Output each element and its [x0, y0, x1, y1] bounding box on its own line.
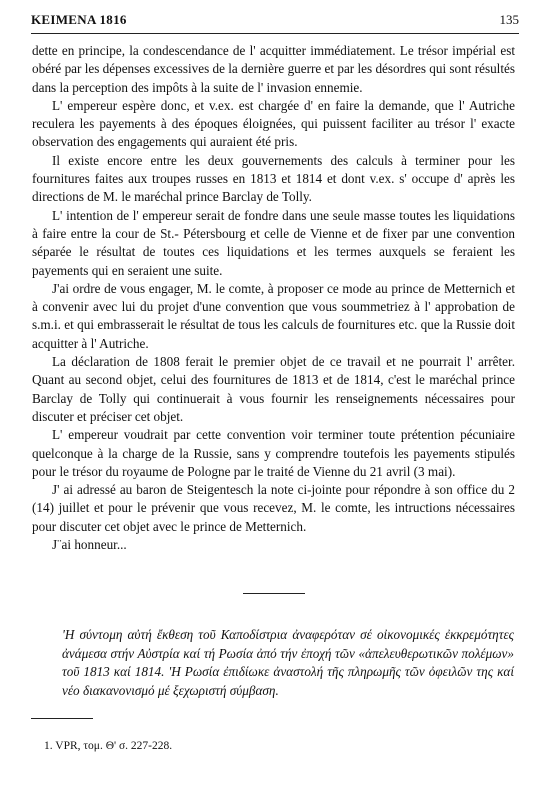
letter-body — [32, 42, 515, 554]
paragraph: L' empereur espère donc, et v.ex. est chargée d' en faire la demande, que l' Autriche reculera les payements à des époques éloignées, qui puissent faciliter au trésor l' exacte observation des engagements qui auraient été pris. — [32, 97, 515, 150]
footnote: 1. VPR, τομ. Θ' σ. 227-228. — [44, 740, 173, 752]
editorial-note: 'Η σύντομη αὐτή ἔκθεση τοῦ Καποδίστρια ἀναφερόταν σέ οἰκονομικές ἐκκρεμότητες ἀνάμεσα στήν Αὐστρία καί τή Ρωσία ἀπό τήν ἐποχή τῶν «ἀπελευθερωτικῶν πολέμων» τοῦ 1813 καί 1814. 'Η Ρωσία ἐπιδίωκε ἀναστολή τῆς πληρωμῆς τῶν ὀφειλῶν της καί νέο διακανονισμό μέ ξεχωριστή σύμβαση. — [62, 627, 514, 698]
footnote-divider — [31, 718, 93, 719]
paragraph: La déclaration de 1808 ferait le premier objet de ce travail et ne pourrait l' arrêter. Quant au second objet, celui des fournitures de 1813 et de 1814, c'est le maréchal prince Barclay de Tolly qui continuerait à vous fournir les renseignements nécessaires pour discuter et préciser cet objet. — [32, 354, 515, 424]
paragraph: L' intention de l' empereur serait de fondre dans une seule masse toutes les liquidations à faire entre la cour de St.- Pétersbourg et celle de Vienne et de fixer par une convention séparée le résultat de toutes ces liquidations et les termes auxquels se feraient les payements qui en seraient une suite. — [32, 207, 515, 278]
page-number: 135 — [499, 12, 519, 27]
section-divider — [243, 593, 305, 594]
paragraph: J' ai adressé au baron de Steigentesch la note ci-jointe pour répondre à son office du 2 (14) juillet et pour le prévenir que vous recevez, M. le comte, les intructions nécessaires pour discuter cet objet avec le prince de Metternich. — [32, 482, 515, 534]
book-title: KEIMENA 1816 — [31, 12, 127, 27]
paragraph: L' empereur voudrait par cette convention voir terminer toute prétention pécuniaire quelconque à la charge de la Russie, sans y comprendre toutefois les payements stipulés pour le trésor du royaume de Pologne par le traité de Vienne du 21 avril (3 mai). — [32, 427, 515, 479]
paragraph: Il existe encore entre les deux gouvernements des calculs à terminer pour les fournitures faites aux troupes russes en 1813 et 1814 et dont v.ex. s' occupe d' après les directions de M. le maréchal prince Barclay de Tolly. — [32, 152, 515, 205]
paragraph: dette en principe, la condescendance de l' acquitter immédiatement. Le trésor impérial est obéré par les dépenses excessives de la dernière guerre et par les désordres qui sont résultés dans la perception des impôts à la suite de l' invasion ennemie. — [32, 43, 515, 95]
paragraph: J'ai ordre de vous engager, M. le comte, à proposer ce mode au prince de Metternich et à convenir avec lui du projet d'une convention que vous soummetriez à l' approbation de s.m.i. et qui embrasserait le résultat de tous les calculs de fournitures etc. que la Russie doit acquitter à l' Autriche. — [32, 280, 515, 351]
closing-line: J¨ai honneur... — [52, 537, 127, 553]
header-divider — [31, 33, 519, 34]
page-header — [31, 10, 519, 32]
